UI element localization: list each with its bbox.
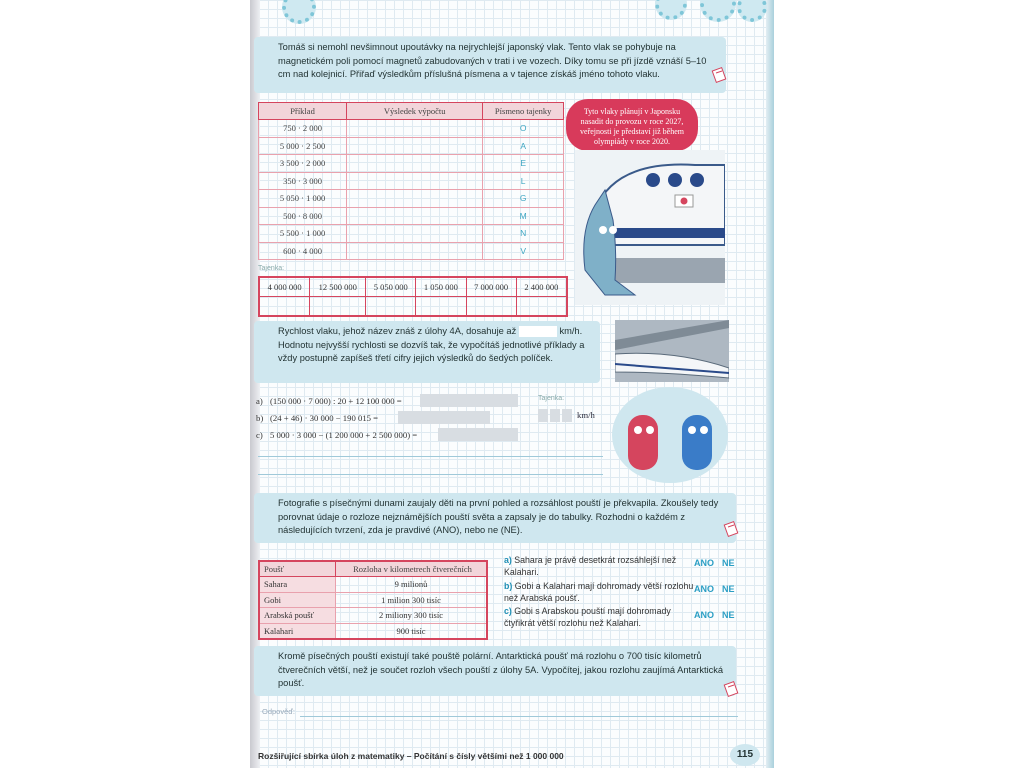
answer-line [258,474,603,475]
tajenka-unit: km/h [577,410,595,420]
result-cell[interactable] [347,190,483,208]
tajenka-label: Tajenka: [258,265,285,272]
statement-text: Gobi s Arabskou pouští mají dohromady čtyřikrát větší rozlohu než Kalahari. [504,606,671,628]
column-header: Výsledek výpočtu [347,103,483,120]
table-row [259,137,564,155]
letter: E [483,155,564,173]
result-cell[interactable] [347,172,483,190]
statement-a [504,554,694,578]
result-box[interactable] [420,394,518,407]
answer-value: 12 500 000 [310,277,366,297]
task4b-text2: Hodnotu nejvyšší rychlosti se dozvíš tak, že vypočítáš jednotlivé příklady a vždy postupně zapíšeš třetí cifry jejich výsledků do šedých políček. [278,339,585,363]
answer-value: 2 400 000 [516,277,567,297]
yes-option[interactable]: ANO [694,558,714,568]
task4b-text1: Rychlost vlaku, jehož název znáš z úlohy 4A, dosahuje až [278,326,517,336]
magnets-illustration [610,385,730,485]
expression: 5 500 · 1 000 [259,225,347,243]
statement-label: c) [504,606,512,616]
letter: M [483,207,564,225]
tajenka-label-4b: Tajenka: [538,395,565,402]
table-row [259,155,564,173]
table-row [259,207,564,225]
answer-value: 5 050 000 [366,277,416,297]
deserts-table [258,560,488,640]
statement-text: Sahara je právě desetkrát rozsáhlejší než Kalahari. [504,555,677,577]
desert-area: 2 miliony 300 tisíc [336,608,488,624]
letter: N [483,225,564,243]
statement-label: b) [504,581,513,591]
table-row [259,242,564,260]
letter: O [483,120,564,138]
table-row [259,608,487,624]
table-row [259,120,564,138]
exercise-label: b) [256,413,264,423]
no-option[interactable]: NE [722,584,735,594]
letter: G [483,190,564,208]
answer-letter-cell[interactable] [466,297,516,317]
column-header: Poušť [259,561,336,577]
bullet-train-photo [615,320,729,382]
task4b-instructions [254,321,600,383]
task5b-instructions [254,646,736,696]
exercise-expression: 5 000 · 3 000 − (1 200 000 + 2 500 000) = [270,430,418,440]
answer-letter-cell[interactable] [366,297,416,317]
letter: L [483,172,564,190]
bubble-text: Tyto vlaky plánují v Japonsku nasadit do provozu v roce 2027, veřejnosti je představí již během olympiády v roce 2020. [580,107,684,146]
speed-unit: km/h. [559,326,583,336]
answer-letter-cell[interactable] [416,297,466,317]
page-number: 115 [730,744,760,766]
speech-bubble [566,99,698,151]
exercise-label: a) [256,396,263,406]
desert-name: Gobi [259,592,336,608]
answer-letter-cell[interactable] [516,297,567,317]
task5b-text: Kromě písečných pouští existují také pouště polární. Antarktická poušť má rozlohu o 700 tisíc kilometrů čtverečních větší, než je součet rozloh všech pouští z úlohy 5A. Vypočítej, jakou rozlohu zaujímá Antarktická poušť. [278,651,724,688]
table-row [259,592,487,608]
column-header: Rozloha v kilometrech čtverečních [336,561,488,577]
statement-c [504,605,694,629]
statement-label: a) [504,555,512,565]
desert-name: Kalahari [259,623,336,639]
task4-instructions [254,37,726,93]
table-row [259,577,487,593]
tajenka-box[interactable] [550,409,560,422]
result-cell[interactable] [347,155,483,173]
desert-name: Arabská poušť [259,608,336,624]
expression: 350 · 3 000 [259,172,347,190]
task5-instructions [254,493,736,543]
answer-label: Odpověď: [262,707,295,716]
exercise-expression: (150 000 · 7 000) : 20 + 12 100 000 = [270,396,402,406]
statement-b [504,580,694,604]
result-box[interactable] [398,411,490,424]
column-header: Příklad [259,103,347,120]
answer-line[interactable] [300,716,738,717]
result-cell[interactable] [347,207,483,225]
table-row [259,623,487,639]
expression: 600 · 4 000 [259,242,347,260]
expression: 500 · 8 000 [259,207,347,225]
desert-area: 900 tisíc [336,623,488,639]
result-cell[interactable] [347,242,483,260]
task4-text: Tomáš si nemohl nevšimnout upoutávky na nejrychlejší japonský vlak. Tento vlak se pohybuje na magnetickém poli pomocí magnetů zabudovaných v trati i ve vozech. Díky tomu se při jízdě vznáší 5–10 cm nad kolejnicí. Přiřaď výsledkům příslušná písmena a v tajence získáš jméno tohoto vlaku. [278,42,707,79]
table-row [259,190,564,208]
desert-name: Sahara [259,577,336,593]
tajenka-box[interactable] [562,409,572,422]
values-row [259,277,567,297]
pencil-icon [710,66,728,84]
desert-area: 1 milion 300 tisíc [336,592,488,608]
pencil-icon [722,520,740,538]
exercise-expression: (24 + 46) · 30 000 − 190 015 = [270,413,379,423]
result-cell[interactable] [347,225,483,243]
letters-row [259,297,567,317]
expression: 5 050 · 1 000 [259,190,347,208]
expression: 5 000 · 2 500 [259,137,347,155]
answer-value: 7 000 000 [466,277,516,297]
answer-letter-cell[interactable] [259,297,310,317]
letter: V [483,242,564,260]
yes-option[interactable]: ANO [694,610,714,620]
no-option[interactable]: NE [722,610,735,620]
expression: 750 · 2 000 [259,120,347,138]
no-option[interactable]: NE [722,558,735,568]
task4-table [258,102,564,260]
result-box[interactable] [438,428,518,441]
column-header: Písmeno tajenky [483,103,564,120]
result-cell[interactable] [347,120,483,138]
page-footer: Rozšiřující sbírka úloh z matematiky – Počítání s čísly většími než 1 000 000 [258,751,564,761]
expression: 3 500 · 2 000 [259,155,347,173]
statement-text: Gobi a Kalahari mají dohromady větší rozlohu než Arabská poušť. [504,581,694,603]
answer-value: 1 050 000 [416,277,466,297]
yes-option[interactable]: ANO [694,584,714,594]
answer-line [258,456,603,457]
page-edge [766,0,774,768]
table-row [259,225,564,243]
desert-area: 9 milionů [336,577,488,593]
result-cell[interactable] [347,137,483,155]
exercise-label: c) [256,430,263,440]
train-illustration [575,150,725,305]
answer-letter-cell[interactable] [310,297,366,317]
speed-blank[interactable] [519,326,557,337]
letter: A [483,137,564,155]
tajenka-table [258,276,568,317]
pencil-icon [722,680,740,698]
answer-value: 4 000 000 [259,277,310,297]
task5-text: Fotografie s písečnými dunami zaujaly děti na první pohled a rozsáhlost pouští je překvapila. Zkoušely tedy porovnat údaje o rozloze nejznámějších pouští světa a zapsaly je do tabulky. Rozhodni o každém z následujících tvrzení, zda je pravdivé (ANO), nebo ne (NE). [278,498,719,535]
tajenka-box[interactable] [538,409,548,422]
table-row [259,172,564,190]
